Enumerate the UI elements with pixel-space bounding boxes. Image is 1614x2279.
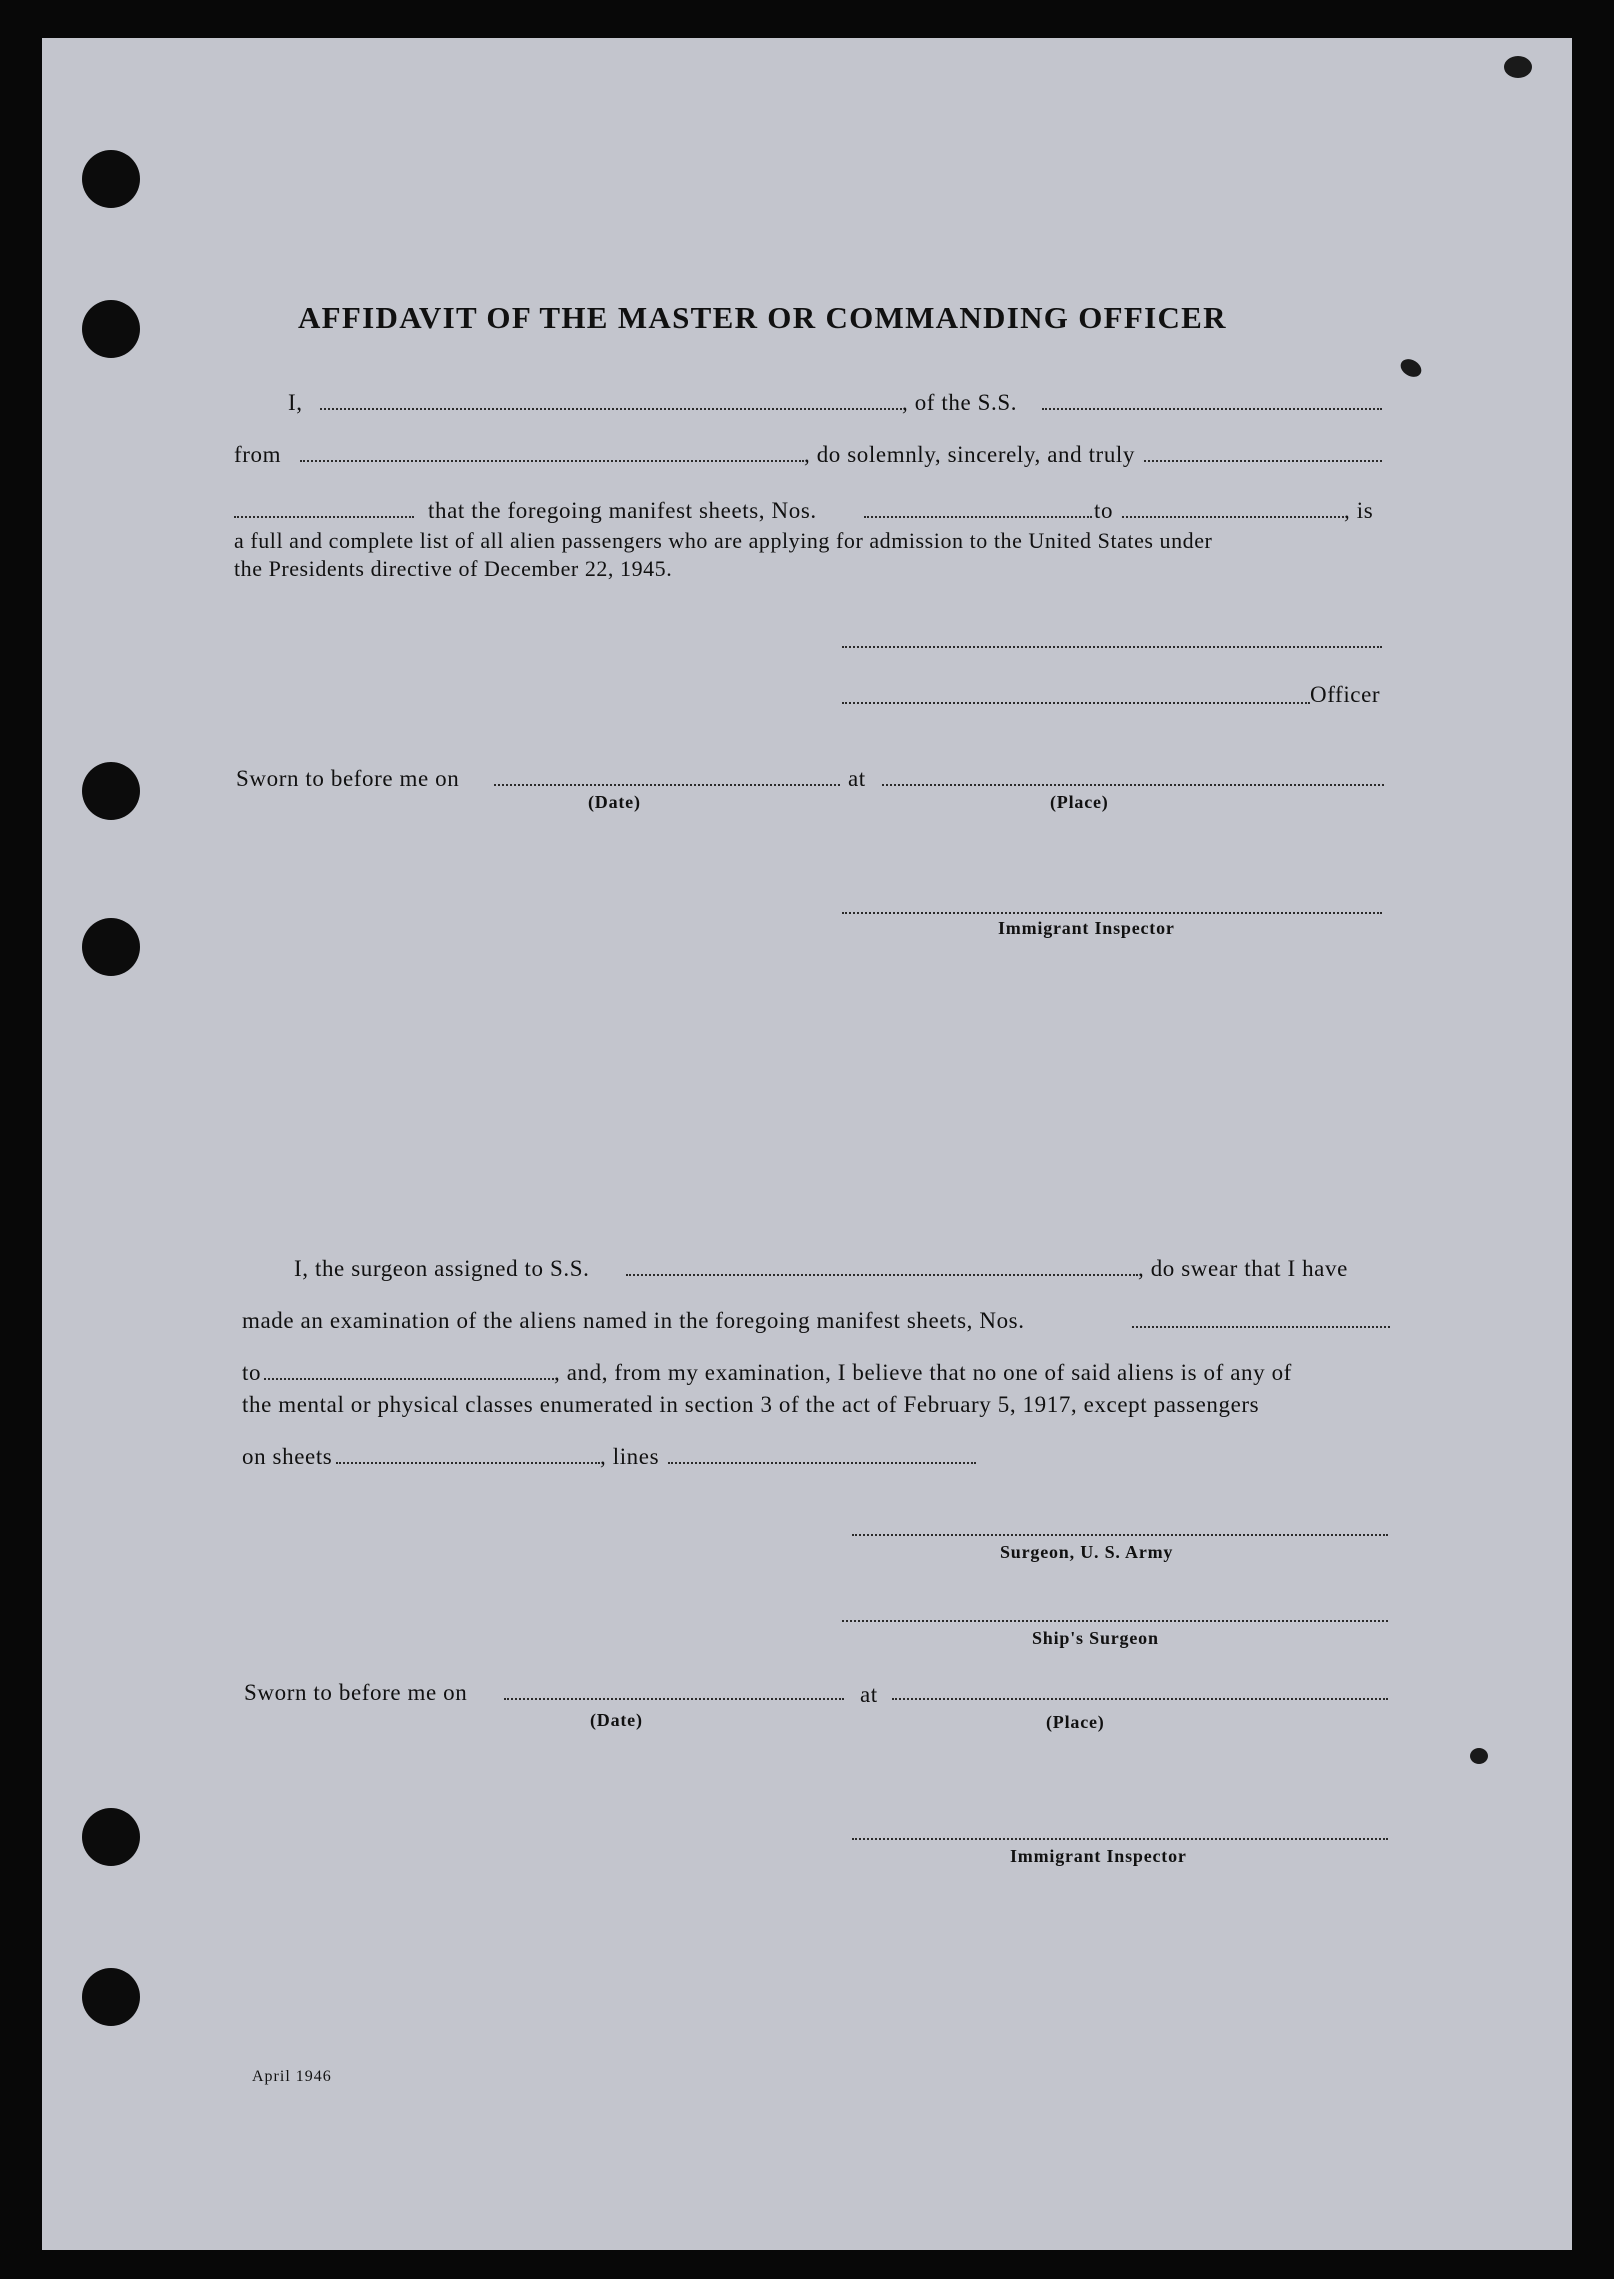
master-to: to — [1094, 498, 1114, 523]
ship-name-field[interactable] — [1042, 408, 1382, 410]
surgeon-at: at — [860, 1682, 878, 1707]
master-at: at — [848, 766, 866, 791]
scan-mark — [1470, 1748, 1488, 1764]
surgeon-sheets-field[interactable] — [336, 1462, 600, 1464]
master-inspector-signature[interactable] — [842, 912, 1382, 914]
surgeon-nos-from-field[interactable] — [1132, 1326, 1390, 1328]
master-ss: , of the S.S. — [902, 390, 1018, 415]
surgeon-lines-field[interactable] — [668, 1462, 976, 1464]
surgeon-sworn: Sworn to before me on — [244, 1680, 468, 1705]
punch-hole — [82, 150, 140, 208]
master-para-line5: the Presidents directive of December 22, 1945. — [234, 556, 673, 581]
ship-surgeon-signature[interactable] — [842, 1620, 1388, 1622]
surgeon-lines: , lines — [600, 1444, 660, 1469]
master-signature-field[interactable] — [842, 646, 1382, 648]
form-title: AFFIDAVIT OF THE MASTER OR COMMANDING OFFICER — [298, 300, 1227, 335]
surgeon-sworn-date-field[interactable] — [504, 1698, 844, 1700]
surgeon-date-label: (Date) — [590, 1710, 643, 1730]
form-page — [42, 38, 1572, 2250]
surgeon-line3: , and, from my examination, I believe that no one of said aliens is of any of — [554, 1360, 1292, 1385]
master-sworn-date-field[interactable] — [494, 784, 840, 786]
surgeon-swear: , do swear that I have — [1138, 1256, 1348, 1281]
scan-mark — [1397, 356, 1424, 381]
punch-hole — [82, 1808, 140, 1866]
master-from: from — [234, 442, 282, 467]
surgeon-line1: I, the surgeon assigned to S.S. — [294, 1256, 590, 1281]
punch-hole — [82, 1968, 140, 2026]
surgeon-inspector-label: Immigrant Inspector — [1010, 1846, 1187, 1866]
surgeon-ship-field[interactable] — [626, 1274, 1138, 1276]
master-is: , is — [1344, 498, 1374, 523]
army-surgeon-signature[interactable] — [852, 1534, 1388, 1536]
surgeon-place-label: (Place) — [1046, 1712, 1105, 1732]
punch-hole — [82, 918, 140, 976]
surgeon-line4: the mental or physical classes enumerated in section 3 of the act of February 5, 1917, except passengers — [242, 1392, 1260, 1417]
form-date-footer: April 1946 — [252, 2068, 332, 2085]
punch-hole — [82, 300, 140, 358]
master-sworn-place-field[interactable] — [882, 784, 1384, 786]
surgeon-sheets: on sheets — [242, 1444, 333, 1469]
surgeon-to: to — [242, 1360, 262, 1385]
punch-hole — [82, 762, 140, 820]
master-manifest: that the foregoing manifest sheets, Nos. — [428, 498, 817, 523]
oath-word-field[interactable] — [1144, 460, 1382, 462]
master-i: I, — [288, 390, 303, 415]
surgeon-inspector-signature[interactable] — [852, 1838, 1388, 1840]
master-date-label: (Date) — [588, 792, 641, 812]
surgeon-line2: made an examination of the aliens named in the foregoing manifest sheets, Nos. — [242, 1308, 1025, 1333]
officer-rank-field[interactable] — [842, 702, 1310, 704]
master-place-label: (Place) — [1050, 792, 1109, 812]
master-solemn: , do solemnly, sincerely, and truly — [804, 442, 1136, 467]
scan-mark — [1504, 56, 1532, 78]
army-surgeon-label: Surgeon, U. S. Army — [1000, 1542, 1174, 1562]
nos-to-field[interactable] — [1122, 516, 1344, 518]
master-inspector-label: Immigrant Inspector — [998, 918, 1175, 938]
nos-from-field[interactable] — [864, 516, 1092, 518]
master-sworn: Sworn to before me on — [236, 766, 460, 791]
master-name-field[interactable] — [320, 408, 902, 410]
surgeon-sworn-place-field[interactable] — [892, 1698, 1388, 1700]
oath-word-field-2[interactable] — [234, 516, 414, 518]
ship-surgeon-label: Ship's Surgeon — [1032, 1628, 1159, 1648]
port-from-field[interactable] — [300, 460, 804, 462]
master-para-line4: a full and complete list of all alien passengers who are applying for admission to the United States under — [234, 528, 1213, 553]
surgeon-nos-to-field[interactable] — [264, 1378, 554, 1380]
officer-label: Officer — [1310, 682, 1381, 707]
